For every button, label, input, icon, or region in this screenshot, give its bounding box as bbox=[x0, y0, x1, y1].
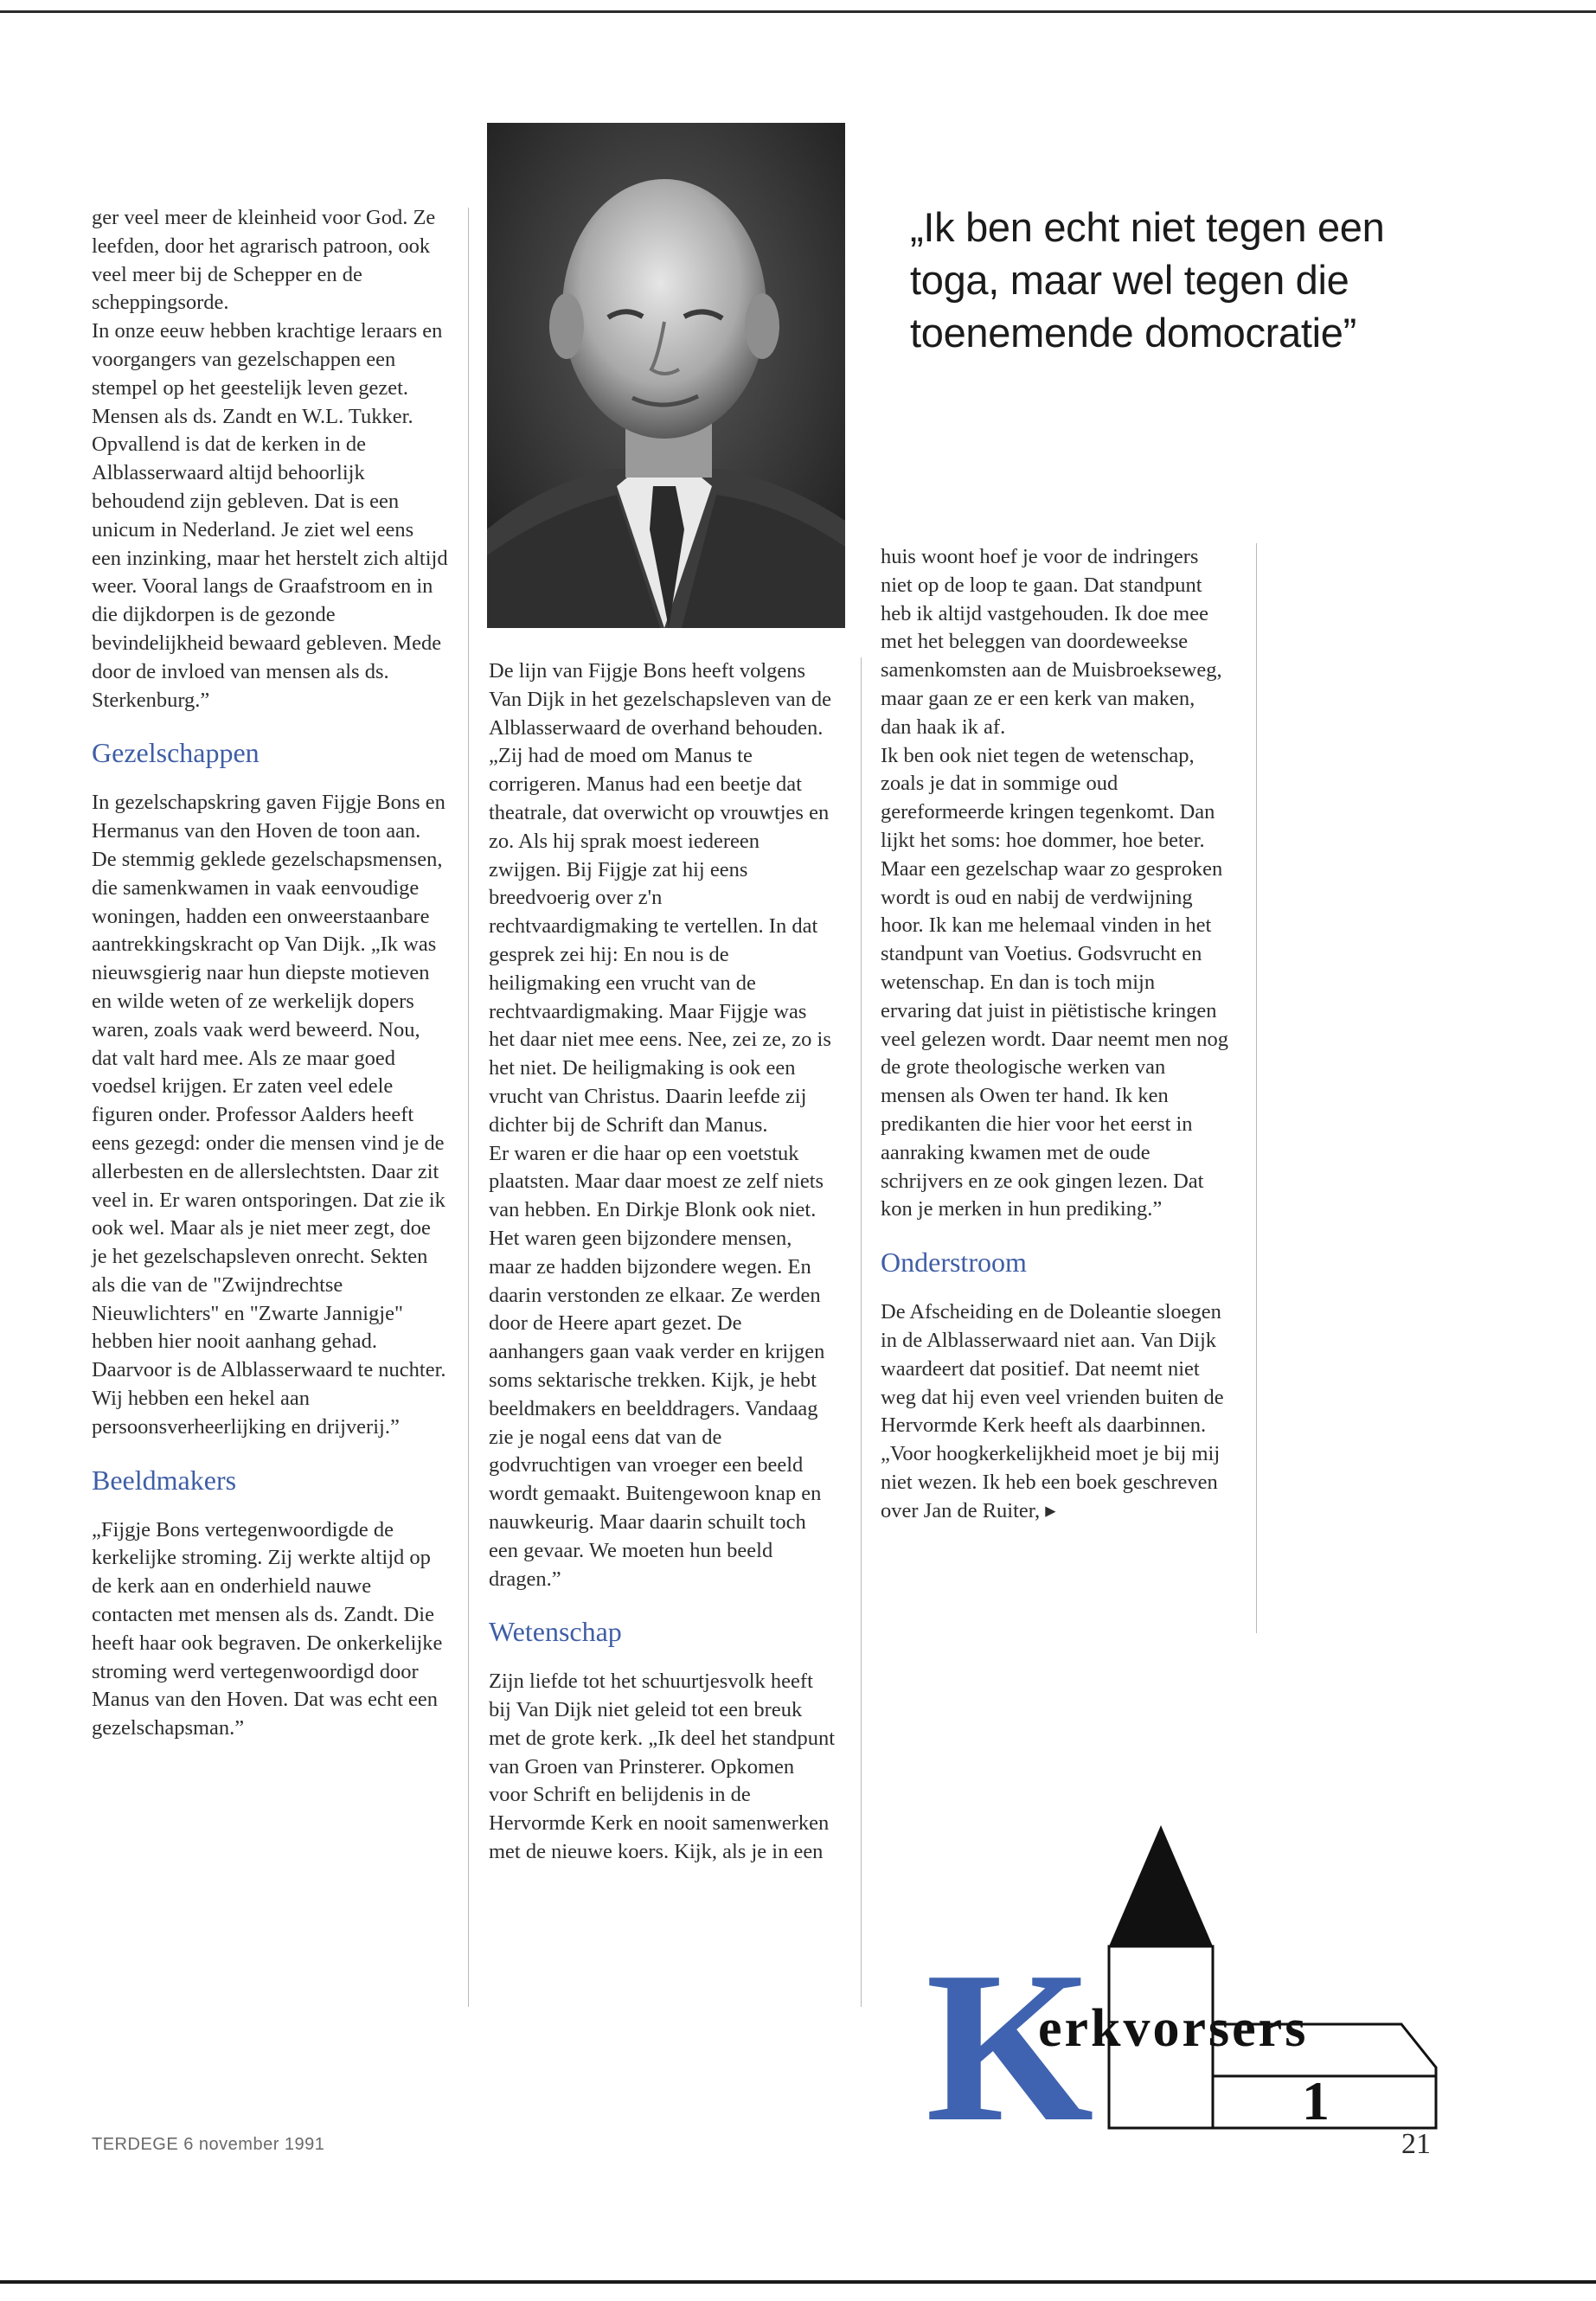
paragraph: De Afscheiding en de Doleantie sloegen in de Alblasserwaard niet aan. Van Dijk waardeert dat positief. Dat neemt niet weg dat hij even veel vrienden buiten de Hervormde Kerk heeft als daarbinnen. „Voor hoogkerkelijkheid moet je bij mij niet wezen. Ik heb een boek geschreven over Jan de Ruiter, ▸ bbox=[881, 1300, 1224, 1522]
column-divider bbox=[861, 657, 862, 2007]
paragraph: Zijn liefde tot het schuurtjesvolk heeft bij Van Dijk niet geleid tot een breuk met de grote kerk. „Ik deel het standpunt van Groen van Prinsterer. Opkomen voor Schrift en belijdenis in de Hervormde Kerk en nooit samenwerken met de nieuwe koers. Kijk, als je in een bbox=[489, 1670, 836, 1864]
article-column-2 bbox=[489, 657, 836, 1867]
section-heading-wetenschap: Wetenschap bbox=[489, 1616, 622, 1648]
paragraph: „Fijgje Bons vertegenwoordigde de kerkelijke stroming. Zij werkte altijd op de kerk aan en onderhield nauwe contacten met mensen als ds. Zandt. Die heeft haar ook begraven. De onkerkelijke stroming werd vertegenwoordigd door Manus van den Hoven. Dat was echt een gezelschapsman.” bbox=[92, 1517, 443, 1740]
section-heading-gezelschappen: Gezelschappen bbox=[92, 737, 260, 769]
section-heading-onderstroom: Onderstroom bbox=[881, 1247, 1027, 1279]
section-heading-beeldmakers: Beeldmakers bbox=[92, 1464, 237, 1496]
church-outline-icon bbox=[917, 1817, 1453, 2137]
top-rule bbox=[0, 10, 1596, 13]
footer-publication: TERDEGE 6 november 1991 bbox=[92, 2135, 325, 2154]
paragraph: huis woont hoef je voor de indringers niet op de loop te gaan. Dat standpunt heb ik altijd vastgehouden. Ik doe mee met het beleggen van doordeweekse samenkomsten aan de Muisbroekseweg, maar gaan ze er een kerk van maken, dan haak ik af. bbox=[881, 545, 1222, 739]
portrait-photo-icon bbox=[487, 123, 845, 628]
paragraph: ger veel meer de kleinheid voor God. Ze leefden, door het agrarisch patroon, ook veel meer bij de Schepper en de scheppingsorde. bbox=[92, 206, 436, 315]
logo-word: erkvorsers bbox=[1038, 1999, 1309, 2058]
portrait-photo bbox=[487, 123, 845, 628]
column-divider bbox=[468, 208, 469, 2007]
pull-quote-line: „Ik ben echt niet tegen een bbox=[910, 204, 1385, 250]
pull-quote-line: toenemende domocratie” bbox=[910, 310, 1356, 356]
logo-big-letter: K bbox=[926, 1927, 1094, 2137]
bottom-rule bbox=[0, 2280, 1596, 2284]
column-divider bbox=[1256, 543, 1257, 1633]
paragraph: Er waren er die haar op een voetstuk plaatsten. Maar daar moest ze zelf niets van hebben. En Dirkje Blonk ook niet. Het waren geen bijzondere mensen, maar ze hadden bijzondere wegen. En daarin verstonden ze elkaar. Ze werden door de Heere apart gezet. De aanhangers gaan vaak verder en krijgen soms sektarische trekken. Kijk, je hebt beeldmakers en beelddragers. Vandaag zie je nogal eens dat van de godvruchtigen van vroeger een beeld wordt gemaakt. Buitengewoon knap en nauwkeurig. Maar daarin schuilt toch een gevaar. We moeten hun beeld dragen.” bbox=[489, 1141, 825, 1591]
pull-quote-line: toga, maar wel tegen die bbox=[910, 257, 1349, 303]
kerkvorsers-logo bbox=[917, 1817, 1453, 2137]
article-column-1 bbox=[92, 204, 448, 1743]
paragraph: In gezelschapskring gaven Fijgje Bons en Hermanus van den Hoven de toon aan. De stemmig geklede gezelschapsmensen, die samenkwamen in vaak eenvoudige woningen, hadden een onweerstaanbare aantrekkingskracht op Van Dijk. „Ik was nieuwsgierig naar hun diepste motieven en wilde weten of ze werkelijk dopers waren, zoals vaak werd beweerd. Nou, dat valt hard mee. Als ze maar goed voedsel krijgen. Er zaten veel edele figuren onder. Professor Aalders heeft eens gezegd: onder die mensen vind je de allerbesten en de allerslechtsten. Daar zit veel in. Er waren ontsporingen. Dat zie ik ook wel. Maar als je niet meer zegt, doe je het gezelschapsleven onrecht. Sekten als die van de "Zwijndrechtse Nieuwlichters" en "Zwarte Jannigje" hebben hier nooit aanhang gehad. Daarvoor is de Alblasserwaard te nuchter. Wij hebben een hekel aan persoonsverheerlijking en drijverij.” bbox=[92, 791, 446, 1439]
paragraph: In onze eeuw hebben krachtige leraars en voorgangers van gezelschappen een stempel op het geestelijk leven gezet. Mensen als ds. Zandt en W.L. Tukker. Opvallend is dat de kerken in de Alblasserwaard altijd behoorlijk behoudend zijn gebleven. Dat is een unicum in Nederland. Je ziet wel eens een inzinking, maar het herstelt zich altijd weer. Vooral langs de Graafstroom en in die dijkdorpen is de gezonde bevindelijkheid bewaard gebleven. Mede door de invloed van mensen als ds. Sterkenburg.” bbox=[92, 319, 448, 712]
paragraph: De lijn van Fijgje Bons heeft volgens Van Dijk in het gezelschapsleven van de Alblasserwaard de overhand behouden. „Zij had de moed om Manus te corrigeren. Manus had een beetje dat theatrale, dat overwicht op vrouwtjes en zo. Als hij sprak moest iedereen zwijgen. Bij Fijgje zat hij eens breedvoerig over z'n rechtvaardigmaking te vertellen. In dat gesprek zei hij: En nou is de heiligmaking een vrucht van de rechtvaardigmaking. Maar Fijgje was het daar niet mee eens. Nee, zei ze, zo is het niet. De heiligmaking is ook een vrucht van Christus. Daarin leefde zij dichter bij de Schrift dan Manus. bbox=[489, 659, 831, 1137]
logo-number: 1 bbox=[1302, 2070, 1330, 2131]
page-number: 21 bbox=[1401, 2128, 1431, 2160]
paragraph: Ik ben ook niet tegen de wetenschap, zoals je dat in sommige oud gereformeerde kringen tegenkomt. Dan lijkt het soms: hoe dommer, hoe beter. Maar een gezelschap waar zo gesproken wordt is oud en nabij de verdwijning hoor. Ik kan me helemaal vinden in het standpunt van Voetius. Godsvrucht en wetenschap. En dan is toch mijn ervaring dat juist in piëtistische kringen veel gelezen wordt. Daar neemt men nog de grote theologische werken van mensen als Owen ter hand. Ik ken predikanten die hier voor het eerst in aanraking kwamen met de oude schrijvers en ze ook gingen lezen. Dat kon je merken in hun prediking.” bbox=[881, 743, 1229, 1221]
pull-quote bbox=[910, 201, 1394, 359]
article-column-3 bbox=[881, 543, 1230, 1526]
